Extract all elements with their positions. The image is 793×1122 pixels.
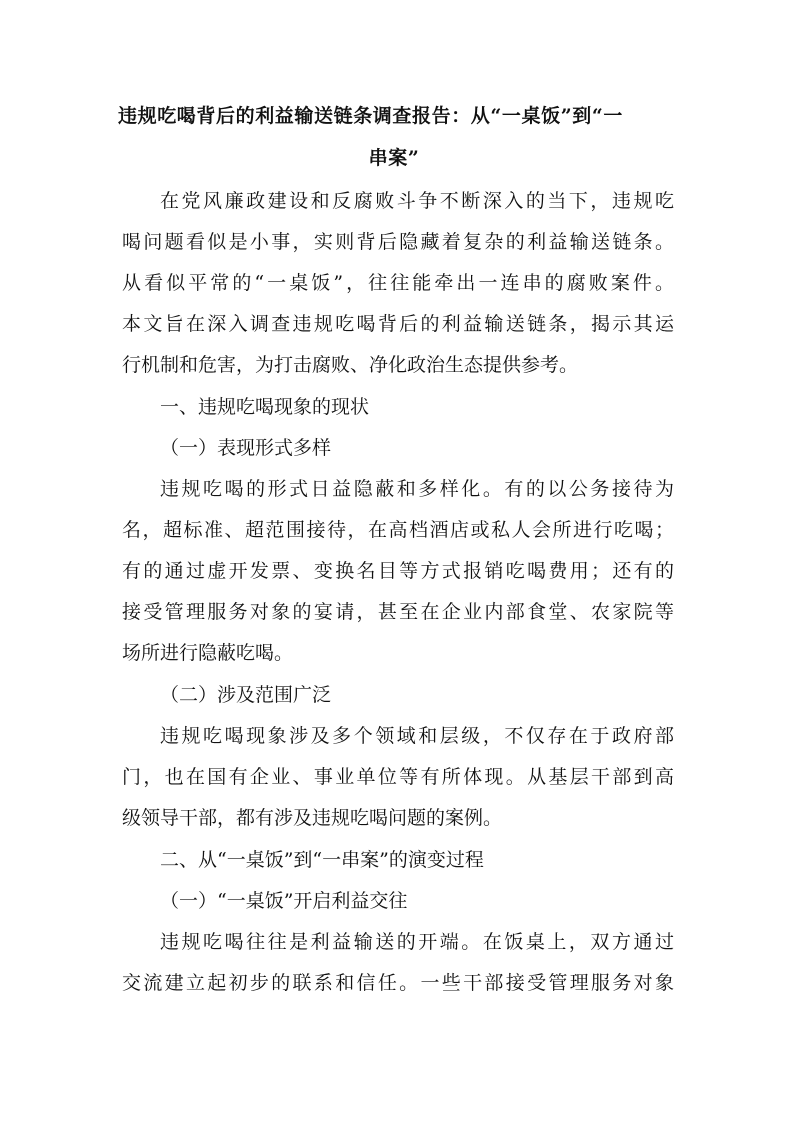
paragraph-line: 违规吃喝的形式日益隐蔽和多样化。有的以公务接待为 <box>160 478 674 500</box>
paragraph-line: 有的通过虚开发票、变换名目等方式报销吃喝费用；还有的 <box>122 560 674 582</box>
document-title-line-1: 违规吃喝背后的利益输送链条调查报告：从“一桌饭”到“一 <box>118 105 623 127</box>
paragraph-line: 从看似平常的“一桌饭”，往往能牵出一连串的腐败案件。 <box>122 272 674 294</box>
paragraph-line: 喝问题看似是小事，实则背后隐藏着复杂的利益输送链条。 <box>122 231 674 253</box>
section-heading: 一、违规吃喝现象的现状 <box>160 396 370 418</box>
paragraph-line: 门，也在国有企业、事业单位等有所体现。从基层干部到高 <box>122 766 674 788</box>
paragraph-line: 场所进行隐蔽吃喝。 <box>122 642 294 664</box>
paragraph-line: 接受管理服务对象的宴请，甚至在企业内部食堂、农家院等 <box>122 601 674 623</box>
paragraph-line: 违规吃喝往往是利益输送的开端。在饭桌上，双方通过 <box>160 931 674 953</box>
document-title-line-2: 串案” <box>368 147 420 169</box>
subsection-heading: （一）表现形式多样 <box>160 437 332 459</box>
paragraph-line: 在党风廉政建设和反腐败斗争不断深入的当下，违规吃 <box>160 190 674 212</box>
paragraph-line: 名，超标准、超范围接待，在高档酒店或私人会所进行吃喝； <box>122 519 674 541</box>
paragraph-line: 级领导干部，都有涉及违规吃喝问题的案例。 <box>122 807 503 829</box>
paragraph-line: 本文旨在深入调查违规吃喝背后的利益输送链条，揭示其运 <box>122 313 674 335</box>
subsection-heading: （一）“一桌饭”开启利益交往 <box>160 890 408 912</box>
paragraph-line: 违规吃喝现象涉及多个领域和层级，不仅存在于政府部 <box>160 725 674 747</box>
subsection-heading: （二）涉及范围广泛 <box>160 684 332 706</box>
paragraph-line: 交流建立起初步的联系和信任。一些干部接受管理服务对象 <box>122 972 674 994</box>
paragraph-line: 行机制和危害，为打击腐败、净化政治生态提供参考。 <box>122 354 579 376</box>
section-heading: 二、从“一桌饭”到“一串案”的演变过程 <box>160 849 484 871</box>
